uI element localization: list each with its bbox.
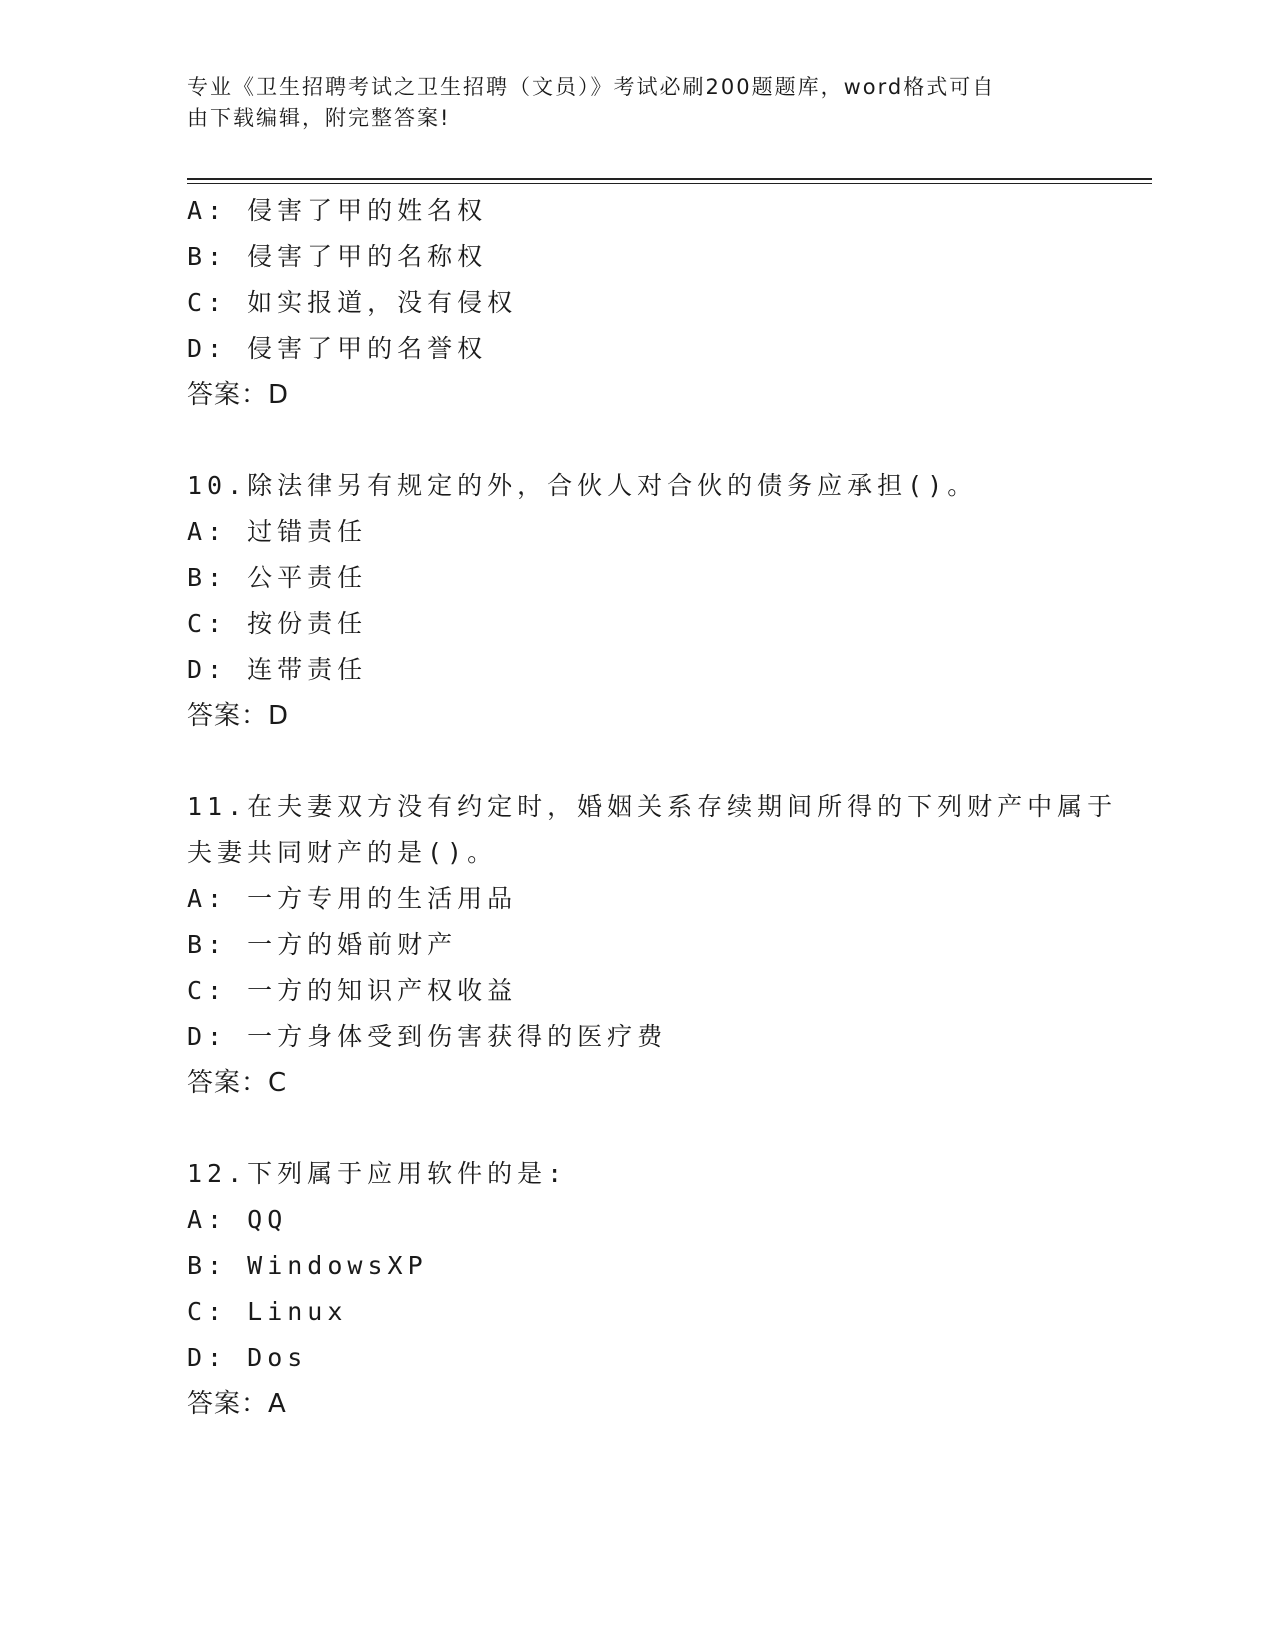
option-b: B: 侵害了甲的名称权: [187, 242, 488, 271]
option-a: A: 一方专用的生活用品: [187, 884, 518, 913]
document-header: [187, 72, 1067, 134]
question-text: 10.除法律另有规定的外，合伙人对合伙的债务应承担()。: [187, 471, 978, 500]
question-block-12: [187, 1151, 1087, 1427]
option-c: C: 按份责任: [187, 609, 368, 638]
option-d: D: 侵害了甲的名誉权: [187, 334, 488, 363]
option-b: B: 一方的婚前财产: [187, 930, 458, 959]
option-d: D: Dos: [187, 1343, 308, 1372]
option-b: B: 公平责任: [187, 563, 368, 592]
option-c: C: 如实报道，没有侵权: [187, 288, 518, 317]
answer: 答案：C: [187, 1068, 288, 1098]
question-text-line-1: 11.在夫妻双方没有约定时，婚姻关系存续期间所得的下列财产中属于: [187, 792, 1118, 821]
option-c: C: 一方的知识产权收益: [187, 976, 518, 1005]
question-text-line-2: 夫妻共同财产的是()。: [187, 838, 498, 867]
answer: 答案：A: [187, 1389, 287, 1419]
header-line-1: 专业《卫生招聘考试之卫生招聘（文员）》考试必刷200题题库，word格式可自: [187, 75, 996, 99]
question-block-10: [187, 463, 1087, 739]
question-block-9: [187, 188, 1087, 418]
question-block-11: [187, 784, 1118, 1106]
option-c: C: Linux: [187, 1297, 348, 1326]
option-a: A: 侵害了甲的姓名权: [187, 196, 488, 225]
option-d: D: 连带责任: [187, 655, 368, 684]
option-a: A: QQ: [187, 1205, 288, 1234]
option-a: A: 过错责任: [187, 517, 368, 546]
question-list: [187, 188, 1118, 1427]
question-text: 12.下列属于应用软件的是:: [187, 1159, 568, 1188]
option-d: D: 一方身体受到伤害获得的医疗费: [187, 1022, 668, 1051]
header-rule-thick: [187, 178, 1152, 180]
header-rule-thin: [187, 183, 1152, 184]
answer: 答案：D: [187, 701, 290, 731]
header-line-2: 由下载编辑，附完整答案!: [187, 106, 451, 130]
answer: 答案：D: [187, 380, 290, 410]
option-b: B: WindowsXP: [187, 1251, 428, 1280]
